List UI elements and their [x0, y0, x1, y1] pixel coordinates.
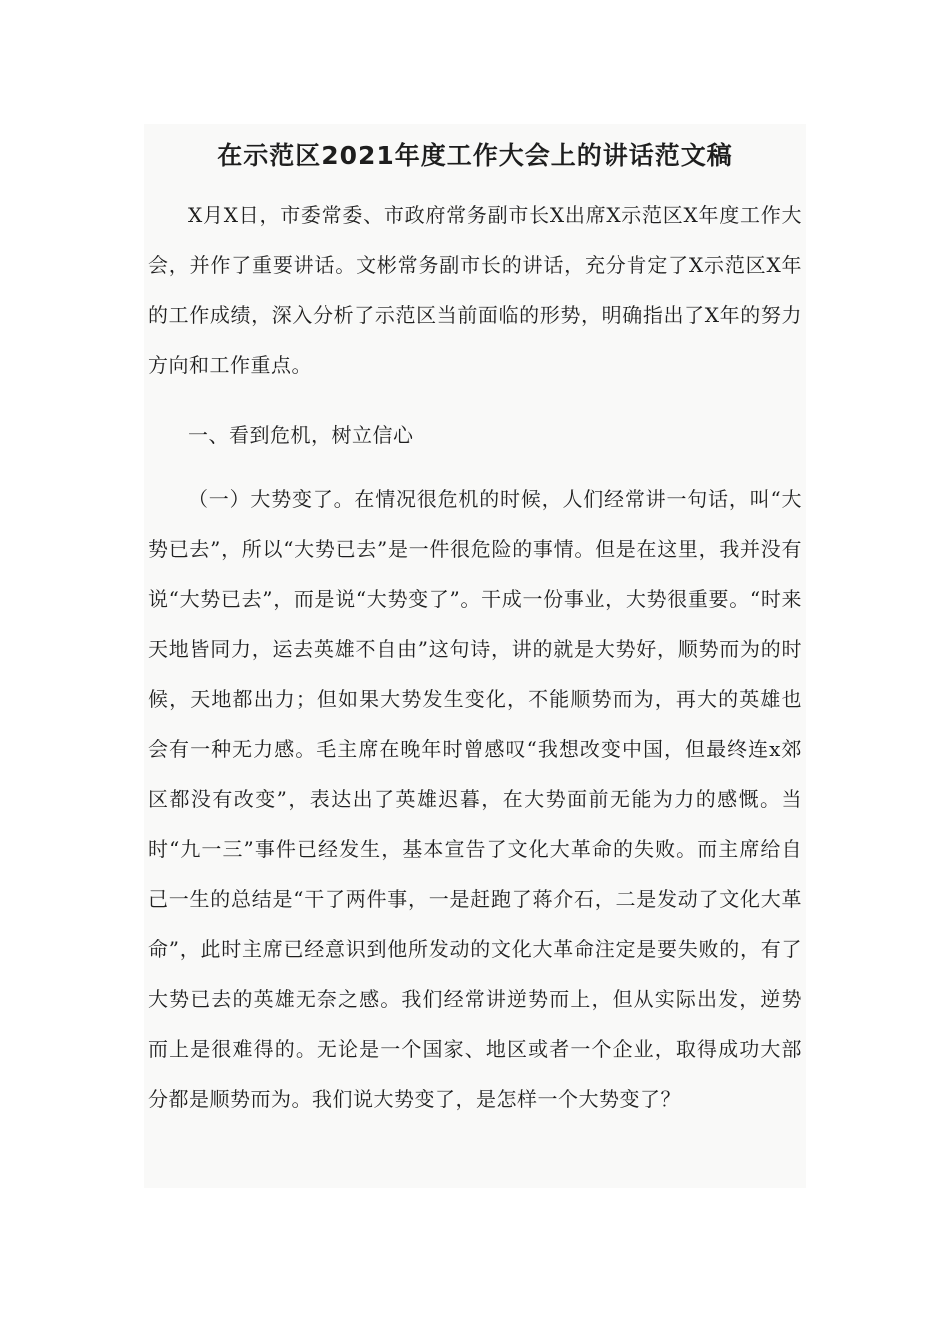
section-heading: 一、看到危机，树立信心: [188, 423, 414, 447]
body-paragraph: （一）大势变了。在情况很危机的时候，人们经常讲一句话，叫“大势已去”，所以“大势已去”是一件很危险的事情。但是在这里，我并没有说“大势已去”，而是说“大势变了”。干成一份事业，大势很重要。“时来天地皆同力，运去英雄不自由”这句诗，讲的就是大势好，顺势而为的时候，天地都出力；但如果大势发生变化，不能顺势而为，再大的英雄也会有一种无力感。毛主席在晚年时曾感叹“我想改变中国，但最终连x郊区都没有改变”，表达出了英雄迟暮，在大势面前无能为力的感慨。当时“九一三”事件已经发生，基本宣告了文化大革命的失败。而主席给自己一生的总结是“干了两件事，一是赶跑了蒋介石，二是发动了文化大革命”，此时主席已经意识到他所发动的文化大革命注定是要失败的，有了大势已去的英雄无奈之感。我们经常讲逆势而上，但从实际出发，逆势而上是很难得的。无论是一个国家、地区或者一个企业，取得成功大部分都是顺势而为。我们说大势变了，是怎样一个大势变了？: [148, 487, 802, 1111]
intro-paragraph: X月X日，市委常委、市政府常务副市长X出席X示范区X年度工作大会，并作了重要讲话。文彬常务副市长的讲话，充分肯定了X示范区X年的工作成绩，深入分析了示范区当前面临的形势，明确指出了X年的努力方向和工作重点。: [148, 203, 802, 377]
document-title: 在示范区2021年度工作大会上的讲话范文稿: [217, 141, 733, 170]
document-page: [144, 124, 806, 1188]
